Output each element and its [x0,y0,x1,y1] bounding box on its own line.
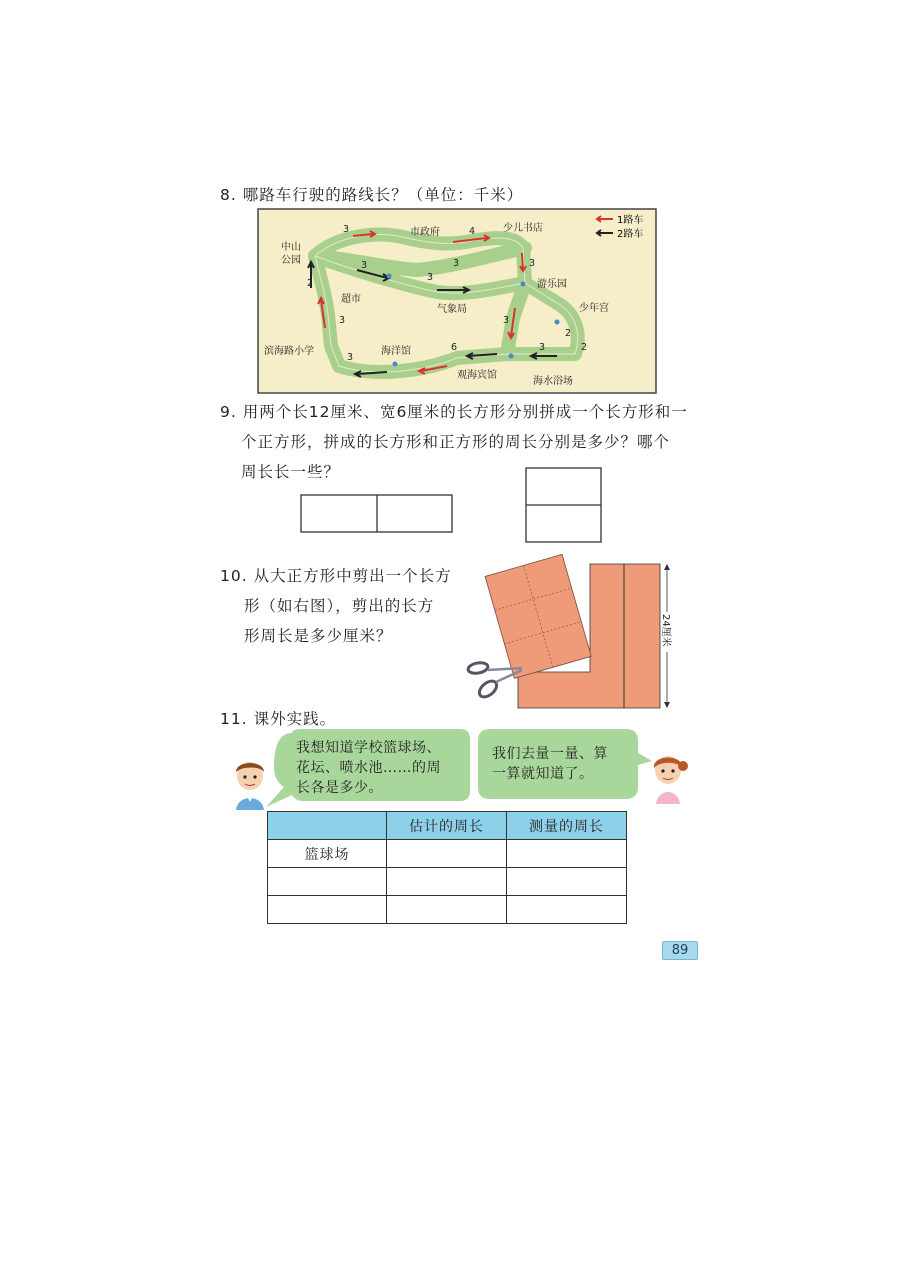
question-10-line1: 10. 从大正方形中剪出一个长方 [220,567,452,585]
dist-label: 3 [529,258,536,269]
question-9-line1: 9. 用两个长12厘米、宽6厘米的长方形分别拼成一个长方形和一 [220,403,688,421]
place-binhai: 滨海路小学 [264,346,314,357]
bus-route-map [257,208,657,394]
place-shaoer: 少儿书店 [503,223,543,234]
table-header-row [268,812,627,840]
table-cell[interactable] [507,840,627,868]
question-11-title: 11. 课外实践。 [220,710,337,728]
dist-label: 2 [581,342,588,353]
table-cell: 篮球场 [268,840,387,868]
combined-square-figure [525,467,603,543]
girl-character-icon [648,752,688,804]
dist-label: 6 [451,342,458,353]
table-cell[interactable] [387,868,507,896]
dist-label: 2 [565,328,572,339]
boy-speech-line3: 长各是多少。 [296,780,383,796]
perimeter-table [267,811,627,924]
table-cell[interactable] [387,896,507,924]
dist-label: 3 [339,315,346,326]
page-number: 89 [662,941,698,960]
route1-arrow [522,253,523,270]
boy-speech-bubble [296,738,441,798]
boy-speech-line2: 花坛、喷水池……的周 [296,760,441,776]
place-guanhai: 观海宾馆 [457,370,497,381]
cut-square-figure [462,548,680,712]
dist-label: 3 [347,352,354,363]
place-youlechang: 游乐园 [537,279,567,290]
cut-out-rectangle [485,554,591,678]
place-zhongshan-line1: 中山 [281,242,301,253]
dist-label: 3 [453,258,460,269]
table-cell[interactable] [507,868,627,896]
place-haishui: 海水浴场 [533,376,573,387]
dist-label: 3 [539,342,546,353]
dist-label: 2 [307,278,314,289]
place-qixiangju: 气象局 [437,304,467,315]
dist-label: 4 [469,226,476,237]
dimension-marker [660,564,673,708]
place-shizhengfu: 市政府 [410,227,440,238]
place-shaoniangong: 少年宫 [579,303,609,314]
table-cell[interactable] [387,840,507,868]
place-zhongshan-line2: 公园 [281,255,301,266]
question-9-line2: 个正方形，拼成的长方形和正方形的周长分别是多少？哪个 [241,433,671,451]
table-row [268,868,627,896]
table-cell[interactable] [268,896,387,924]
question-9-line3: 周长长一些？ [241,463,341,481]
place-haiyangguan: 海洋馆 [381,346,411,357]
dist-label: 3 [503,315,510,326]
table-row [268,896,627,924]
legend-route1: 1路车 [617,215,644,226]
girl-speech-line2: 一算就知道了。 [492,766,594,782]
girl-speech-bubble [492,744,608,784]
table-header-cell: 测量的周长 [507,812,627,840]
boy-speech-line1: 我想知道学校篮球场、 [296,740,441,756]
table-cell[interactable] [507,896,627,924]
dist-label: 3 [361,260,368,271]
question-10-line2: 形（如右图），剪出的长方 [244,597,435,615]
question-10-line3: 形周长是多少厘米？ [244,627,393,645]
dist-label: 3 [427,272,434,283]
table-cell[interactable] [268,868,387,896]
combined-rectangle-figure [300,494,454,534]
dimension-label: 24厘米 [660,614,671,647]
question-8-text: 8. 哪路车行驶的路线长？（单位：千米） [220,186,524,204]
legend-route2: 2路车 [617,229,644,240]
table-header-cell: 估计的周长 [387,812,507,840]
girl-speech-line1: 我们去量一量、算 [492,746,608,762]
dist-label: 3 [343,224,350,235]
place-chaoshi: 超市 [341,294,361,305]
table-row [268,840,627,868]
table-header-cell [268,812,387,840]
